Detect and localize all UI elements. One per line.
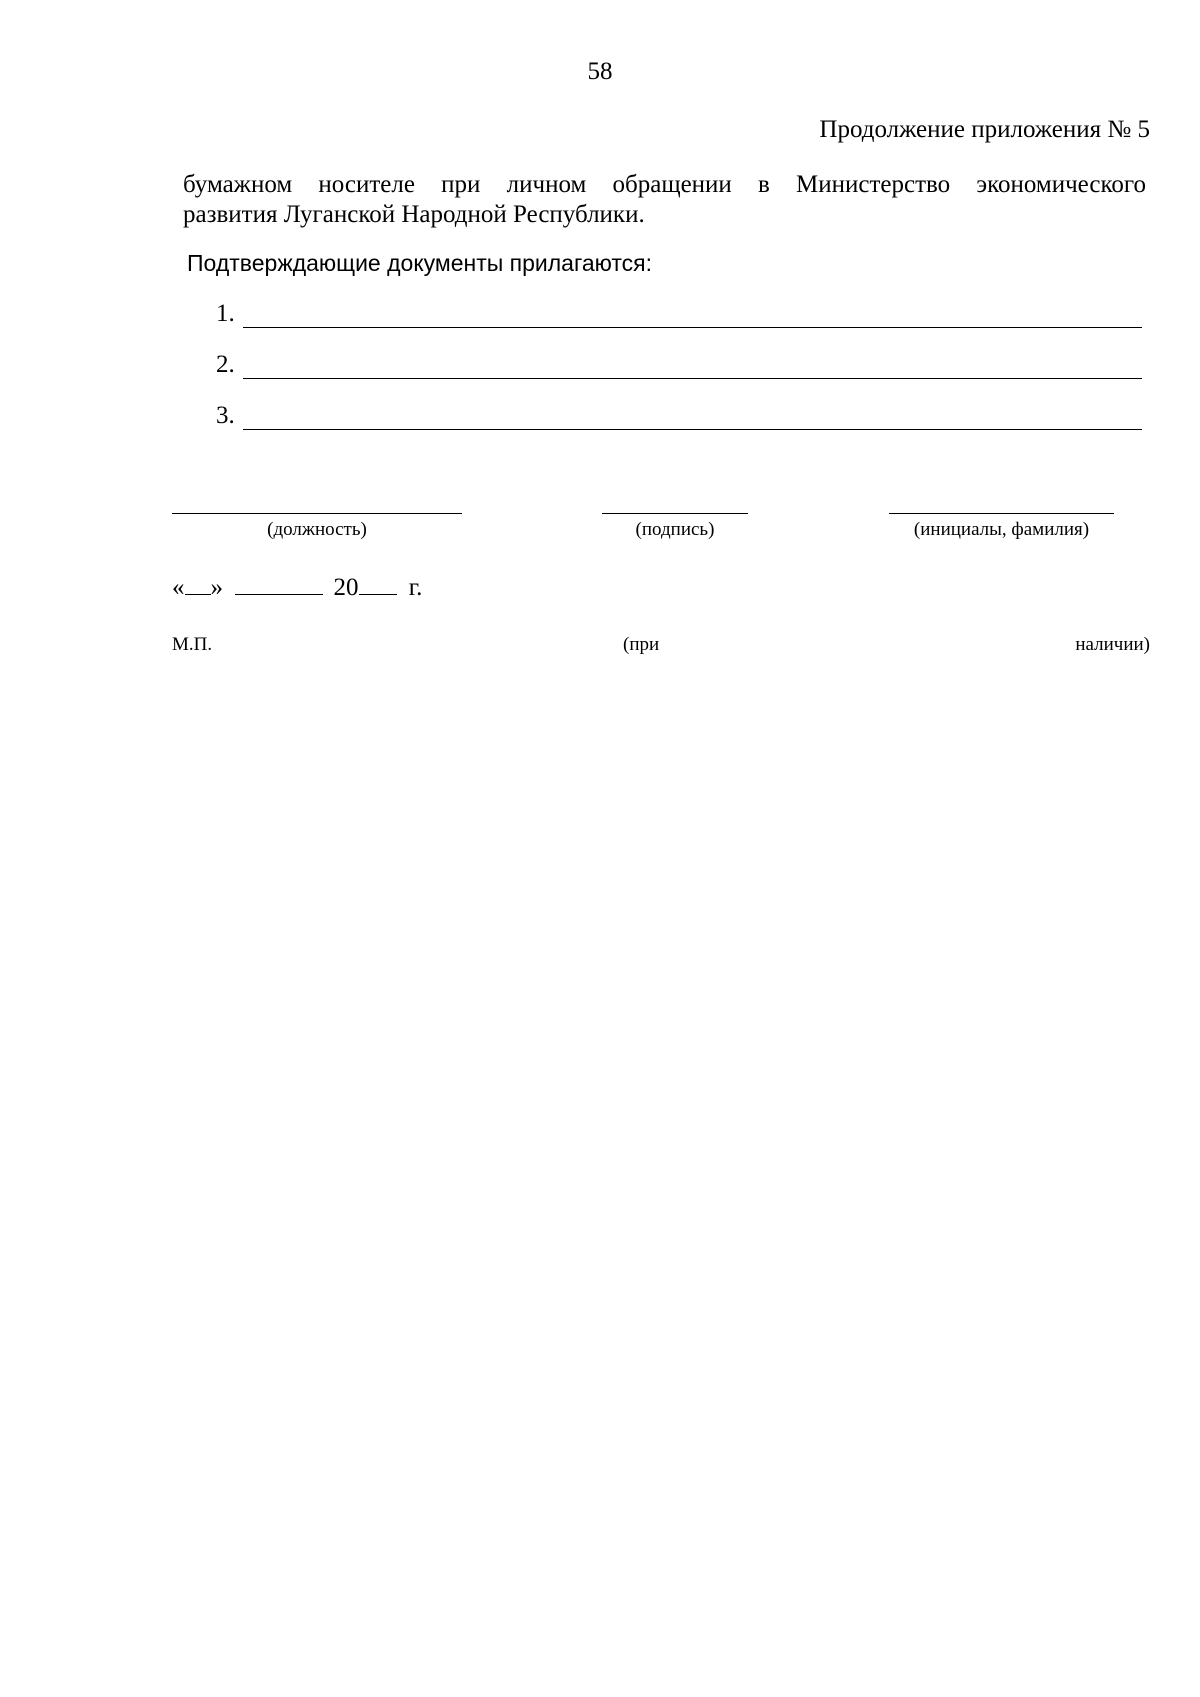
date-row xyxy=(172,572,422,602)
stamp-if-any-part1: (при xyxy=(623,634,660,655)
close-quote: » xyxy=(210,574,223,601)
year-prefix: 20 xyxy=(333,574,359,601)
document-number: 1. xyxy=(216,300,235,327)
documents-heading: Подтверждающие документы прилагаются: xyxy=(187,250,652,276)
day-blank[interactable] xyxy=(185,572,211,595)
body-paragraph xyxy=(183,170,1146,230)
document-blank-field[interactable] xyxy=(243,378,1142,379)
signature-caption: (подпись) xyxy=(635,519,715,540)
signature-line[interactable] xyxy=(602,513,748,514)
year-blank[interactable] xyxy=(359,572,397,595)
open-quote: « xyxy=(172,574,185,601)
page-number: 58 xyxy=(587,58,613,85)
month-blank[interactable] xyxy=(235,572,323,595)
position-signature-line[interactable] xyxy=(172,513,462,514)
position-caption: (должность) xyxy=(267,519,367,540)
document-blank-field[interactable] xyxy=(243,429,1142,430)
document-number: 3. xyxy=(216,402,235,429)
body-line-1: бумажном носителе при личном обращении в Министерство экономического xyxy=(183,171,1146,198)
stamp-if-any-part2: наличии) xyxy=(1075,634,1150,655)
body-line-2: развития Луганской Народной Республики. xyxy=(183,201,645,228)
document-line-1 xyxy=(216,300,1142,330)
document-blank-field[interactable] xyxy=(243,327,1142,328)
document-number: 2. xyxy=(216,351,235,378)
year-suffix: г. xyxy=(408,574,423,601)
document-line-2 xyxy=(216,351,1142,381)
appendix-note: Продолжение приложения № 5 xyxy=(819,116,1150,143)
name-signature-line[interactable] xyxy=(889,513,1114,514)
name-caption: (инициалы, фамилия) xyxy=(913,519,1090,540)
document-line-3 xyxy=(216,402,1142,432)
stamp-label: М.П. xyxy=(172,634,213,655)
